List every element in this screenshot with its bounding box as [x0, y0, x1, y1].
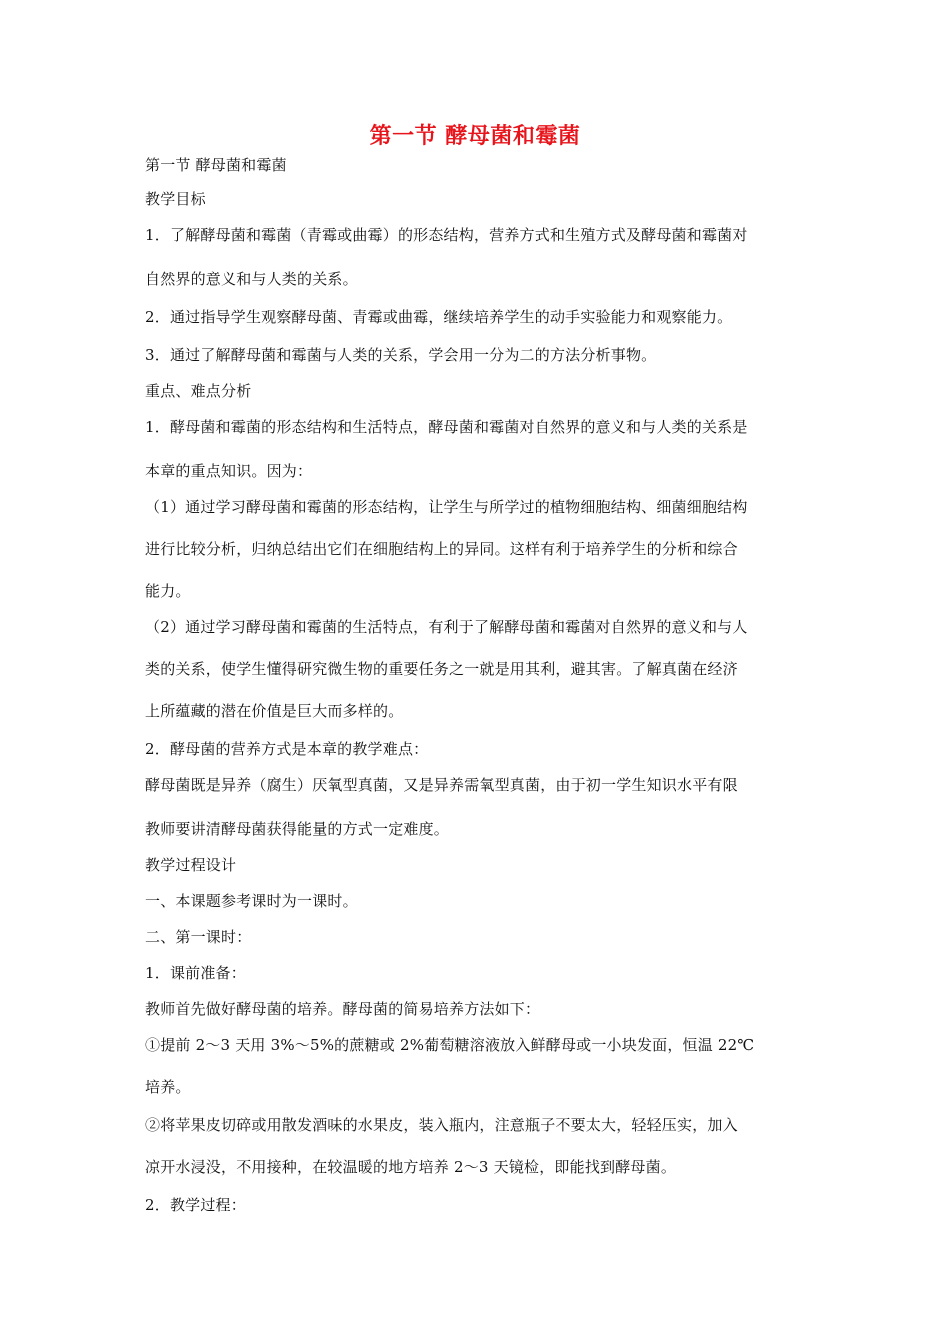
- text-line: 类的关系，使学生懂得研究微生物的重要任务之一就是用其利，避其害。了解真菌在经济: [145, 660, 738, 678]
- section-heading: 重点、难点分析: [145, 382, 252, 400]
- text-line: 1．了解酵母菌和霉菌（青霉或曲霉）的形态结构，营养方式和生殖方式及酵母菌和霉菌对: [145, 226, 748, 244]
- text-line: 进行比较分析，归纳总结出它们在细胞结构上的异同。这样有利于培养学生的分析和综合: [145, 540, 738, 558]
- text-line: （2）通过学习酵母菌和霉菌的生活特点，有利于了解酵母菌和霉菌对自然界的意义和与人: [145, 618, 748, 636]
- text-line: 教师首先做好酵母菌的培养。酵母菌的简易培养方法如下：: [145, 1000, 541, 1018]
- text-line: 教师要讲清酵母菌获得能量的方式一定难度。: [145, 820, 450, 838]
- text-line: 自然界的意义和与人类的关系。: [145, 270, 358, 288]
- section-heading: 教学目标: [145, 190, 206, 208]
- text-line: 2．教学过程：: [145, 1196, 246, 1214]
- text-line: 3．通过了解酵母菌和霉菌与人类的关系，学会用一分为二的方法分析事物。: [145, 346, 657, 364]
- text-line: 2．酵母菌的营养方式是本章的教学难点：: [145, 740, 429, 758]
- text-line: 能力。: [145, 582, 191, 600]
- text-line: 1．酵母菌和霉菌的形态结构和生活特点，酵母菌和霉菌对自然界的意义和与人类的关系是: [145, 418, 748, 436]
- text-line: ②将苹果皮切碎或用散发酒味的水果皮，装入瓶内，注意瓶子不要太大，轻轻压实，加入: [145, 1116, 738, 1134]
- text-line: 上所蕴藏的潜在价值是巨大而多样的。: [145, 702, 404, 720]
- text-line: 1．课前准备：: [145, 964, 246, 982]
- text-line: ①提前 2～3 天用 3%～5%的蔗糖或 2%葡萄糖溶液放入鲜酵母或一小块发面，恒温 22℃: [145, 1036, 755, 1054]
- section-heading: 教学过程设计: [145, 856, 237, 874]
- text-line: 一、本课题参考课时为一课时。: [145, 892, 358, 910]
- document-title: 第一节 酵母菌和霉菌: [369, 123, 581, 149]
- text-line: 酵母菌既是异养（腐生）厌氧型真菌，又是异养需氧型真菌，由于初一学生知识水平有限: [145, 776, 738, 794]
- text-line: 本章的重点知识。因为：: [145, 462, 313, 480]
- text-line: 二、第一课时：: [145, 928, 252, 946]
- document-body: [145, 148, 810, 1224]
- text-line: 凉开水浸没，不用接种，在较温暖的地方培养 2～3 天镜检，即能找到酵母菌。: [145, 1158, 677, 1176]
- text-line: （1）通过学习酵母菌和霉菌的形态结构，让学生与所学过的植物细胞结构、细菌细胞结构: [145, 498, 748, 516]
- text-line: 第一节 酵母菌和霉菌: [145, 156, 287, 174]
- text-line: 2．通过指导学生观察酵母菌、青霉或曲霉，继续培养学生的动手实验能力和观察能力。: [145, 308, 733, 326]
- text-line: 培养。: [145, 1078, 191, 1096]
